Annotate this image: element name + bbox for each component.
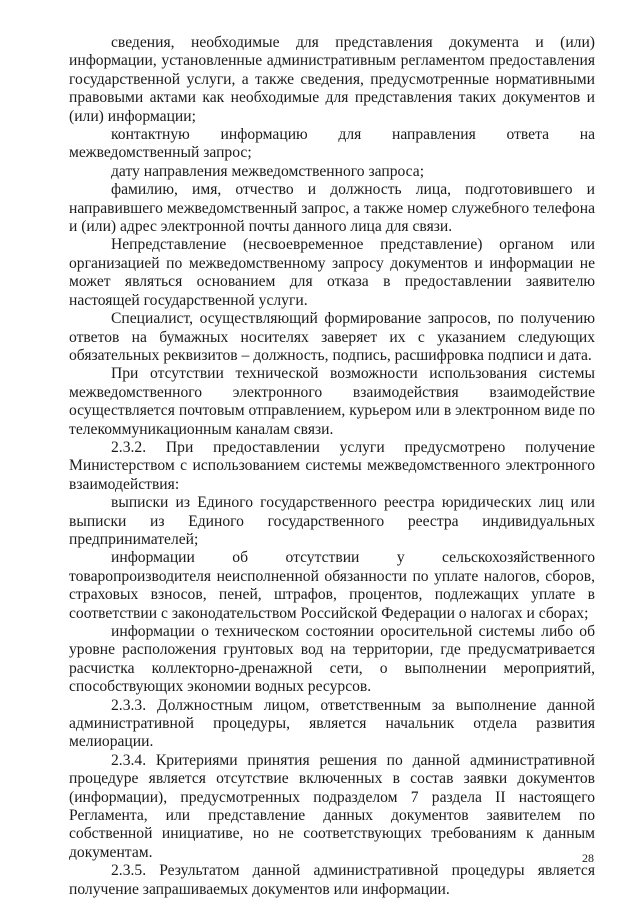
paragraph: сведения, необходимые для представления документа и (или) информации, установленные административным регламентом предоставления государственной услуги, а также сведения, предусмотренные нормативными правовыми актами как необходимые для представления таких документов и (или) информации; <box>69 34 595 125</box>
paragraph: выписки из Единого государственного реестра юридических лиц или выписки из Единого государственного реестра индивидуальных предпринимателей; <box>69 494 595 548</box>
paragraph: Специалист, осуществляющий формирование запросов, по получению ответов на бумажных носителях заверяет их с указанием следующих обязательных реквизитов – должность, подпись, расшифровка подписи и дата. <box>69 310 595 364</box>
paragraph: 2.3.5. Результатом данной административной процедуры является получение запрашиваемых документов или информации. <box>69 862 595 898</box>
paragraph: фамилию, имя, отчество и должность лица, подготовившего и направившего межведомственный запрос, а также номер служебного телефона и (или) адрес электронной почты данного лица для связи. <box>69 181 595 236</box>
paragraph: информации о техническом состоянии оросительной системы либо об уровне расположения грунтовых вод на территории, где предусматривается расчистка коллекторно-дренажной сети, о выполнении мероприятий, способствующих экономии водных ресурсов. <box>69 623 595 696</box>
paragraph: дату направления межведомственного запроса; <box>111 162 425 180</box>
paragraph: 2.3.3. Должностным лицом, ответственным за выполнение данной административной процедуры, является начальник отдела развития мелиорации. <box>69 696 595 751</box>
paragraph: Непредставление (несвоевременное представление) органом или организацией по межведомственному запросу документов и информации не может являться основанием для отказа в предоставлении заявителю настоящей государственной услуги. <box>69 236 595 309</box>
page-number: 28 <box>582 851 594 865</box>
paragraph: 2.3.2. При предоставлении услуги предусмотрено получение Министерством с использованием системы межведомственного электронного взаимодействия: <box>69 438 595 493</box>
document-body <box>69 34 595 899</box>
paragraph: При отсутствии технической возможности использования системы межведомственного электронного взаимодействия взаимодействие осуществляется почтовым отправлением, курьером или в электронном виде по телекоммуникационным каналам связи. <box>69 365 595 438</box>
paragraph: информации об отсутствии у сельскохозяйственного товаропроизводителя неисполненной обязанности по уплате налогов, сборов, страховых взносов, пеней, штрафов, процентов, подлежащих уплате в соответствии с законодательством Российской Федерации о налогах и сборах; <box>69 549 595 622</box>
paragraph: контактную информацию для направления ответа на межведомственный запрос; <box>69 126 595 162</box>
paragraph: 2.3.4. Критериями принятия решения по данной административной процедуре является отсутствие включенных в состав заявки документов (информации), предусмотренных подразделом 7 раздела II настоящего Регламента, или представление данных документов заявителем по собственной инициативе, но не соответствующих требованиям к данным документам. <box>69 751 595 861</box>
